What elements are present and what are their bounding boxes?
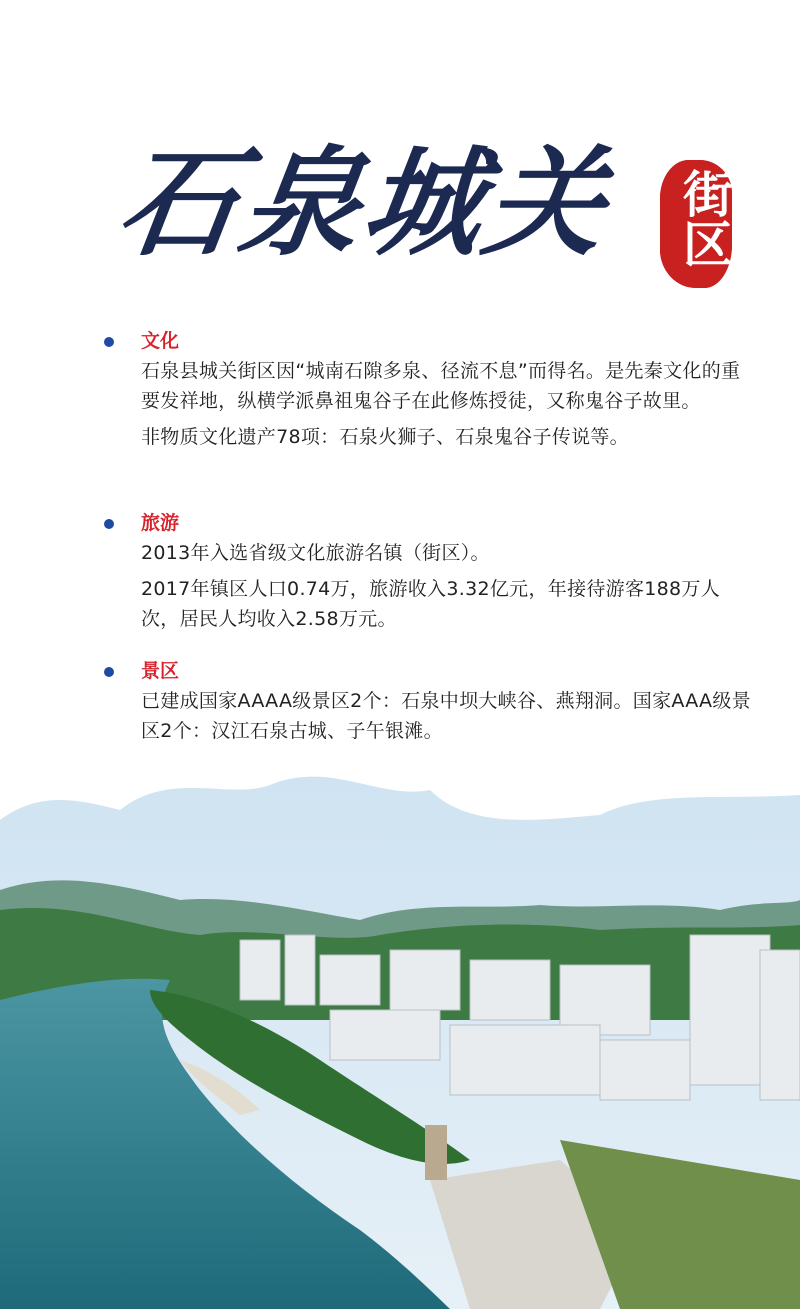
section-paragraph: 2017年镇区人口0.74万，旅游收入3.32亿元，年接待游客188万人次，居民人均收入2.58万元。	[141, 578, 721, 630]
section-paragraph: 2013年入选省级文化旅游名镇（街区）。	[141, 542, 490, 564]
seal-stamp	[660, 160, 732, 288]
bullet-icon	[104, 337, 114, 347]
city-river-photo	[0, 760, 800, 1309]
section-culture	[104, 326, 752, 508]
section-heading: 旅游	[141, 512, 180, 534]
content-list	[104, 326, 752, 756]
page-title: 石泉城关	[110, 133, 618, 272]
section-paragraph: 已建成国家AAAA级景区2个：石泉中坝大峡谷、燕翔洞。国家AAA级景区2个：汉江石泉古城、子午银滩。	[141, 690, 751, 742]
section-paragraph: 非物质文化遗产78项：石泉火狮子、石泉鬼谷子传说等。	[141, 426, 629, 448]
bullet-icon	[104, 519, 114, 529]
seal-text: 街区	[675, 168, 734, 268]
section-tourism	[104, 508, 752, 656]
section-paragraph: 石泉县城关街区因“城南石隙多泉、径流不息”而得名。是先秦文化的重要发祥地，纵横学派鼻祖鬼谷子在此修炼授徒，又称鬼谷子故里。	[141, 360, 741, 412]
bullet-icon	[104, 667, 114, 677]
section-heading: 景区	[141, 660, 180, 682]
section-scenic	[104, 656, 752, 756]
section-heading: 文化	[141, 330, 180, 352]
